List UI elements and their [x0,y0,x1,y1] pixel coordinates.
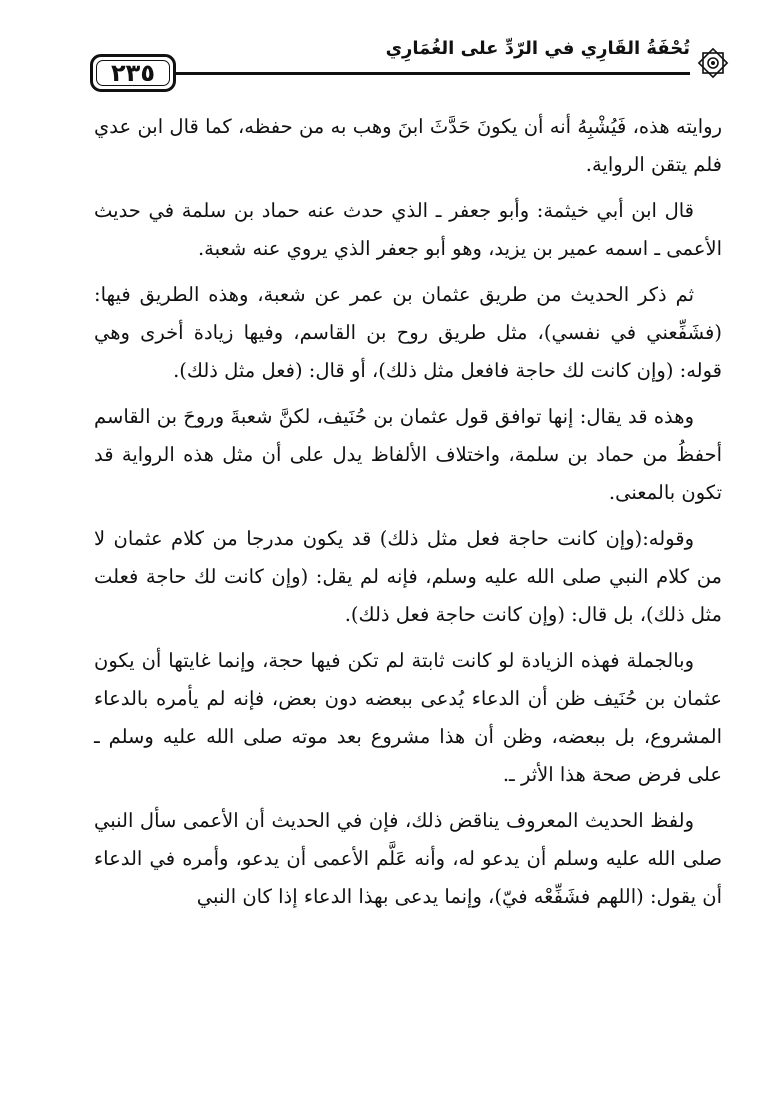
page-number: ٢٣٥ [111,59,155,87]
page-header [90,30,730,100]
star-rosette-icon [696,46,730,80]
running-title: تُحْفَةُ القَارِي في الرّدِّ على الغُمَارِي [385,38,690,59]
paragraph: وبالجملة فهذه الزيادة لو كانت ثابتة لم تكن فيها حجة، وإنما غايتها أن يكون عثمان بن حُنَيف ظن أن الدعاء يُدعى ببعضه دون بعض، فإنه لم يأمره بالدعاء المشروع، بل ببعضه، وظن أن هذا مشروع بعد موته صلى الله عليه وسلم ـ على فرض صحة هذا الأثر ـ. [94,649,722,786]
paragraph: وهذه قد يقال: إنها توافق قول عثمان بن حُنَيف، لكنَّ شعبةَ وروحَ بن القاسم أحفظُ من حماد بن سلمة، واختلاف الألفاظ يدل على أن مثل هذه الرواية قد تكون بالمعنى. [94,405,722,504]
paragraph: قال ابن أبي خيثمة: وأبو جعفر ـ الذي حدث عنه حماد بن سلمة في حديث الأعمى ـ اسمه عمير بن يزيد، وهو أبو جعفر الذي يروي عنه شعبة. [94,199,722,260]
paragraph: روايته هذه، فَيُشْبِهُ أنه أن يكونَ حَدَّثَ ابنَ وهب به من حفظه، كما قال ابن عدي فلم يتقن الرواية. [94,115,722,176]
paragraph: ولفظ الحديث المعروف يناقض ذلك، فإن في الحديث أن الأعمى سأل النبي صلى الله عليه وسلم أن يدعو له، وأنه عَلَّم الأعمى أن يدعو، وأمره في الدعاء أن يقول: (اللهم فشَفِّعْه فيّ)، وإنما يدعى بهذا الدعاء إذا كان النبي [94,809,722,908]
paragraph: ثم ذكر الحديث من طريق عثمان بن عمر عن شعبة، وهذه الطريق فيها: (فشَفِّعني في نفسي)، مثل طريق روح بن القاسم، وفيها زيادة أخرى وهي قوله: (وإن كانت لك حاجة فافعل مثل ذلك)، أو قال: (فعل مثل ذلك). [94,283,722,382]
paragraph: وقوله:(وإن كانت حاجة فعل مثل ذلك) قد يكون مدرجا من كلام عثمان لا من كلام النبي صلى الله عليه وسلم، فإنه لم يقل: (وإن كانت لك حاجة فعلت مثل ذلك)، بل قال: (وإن كانت حاجة فعل ذلك). [94,527,722,626]
body-text [94,108,722,924]
page-number-box [90,54,176,92]
header-rule [176,72,690,75]
